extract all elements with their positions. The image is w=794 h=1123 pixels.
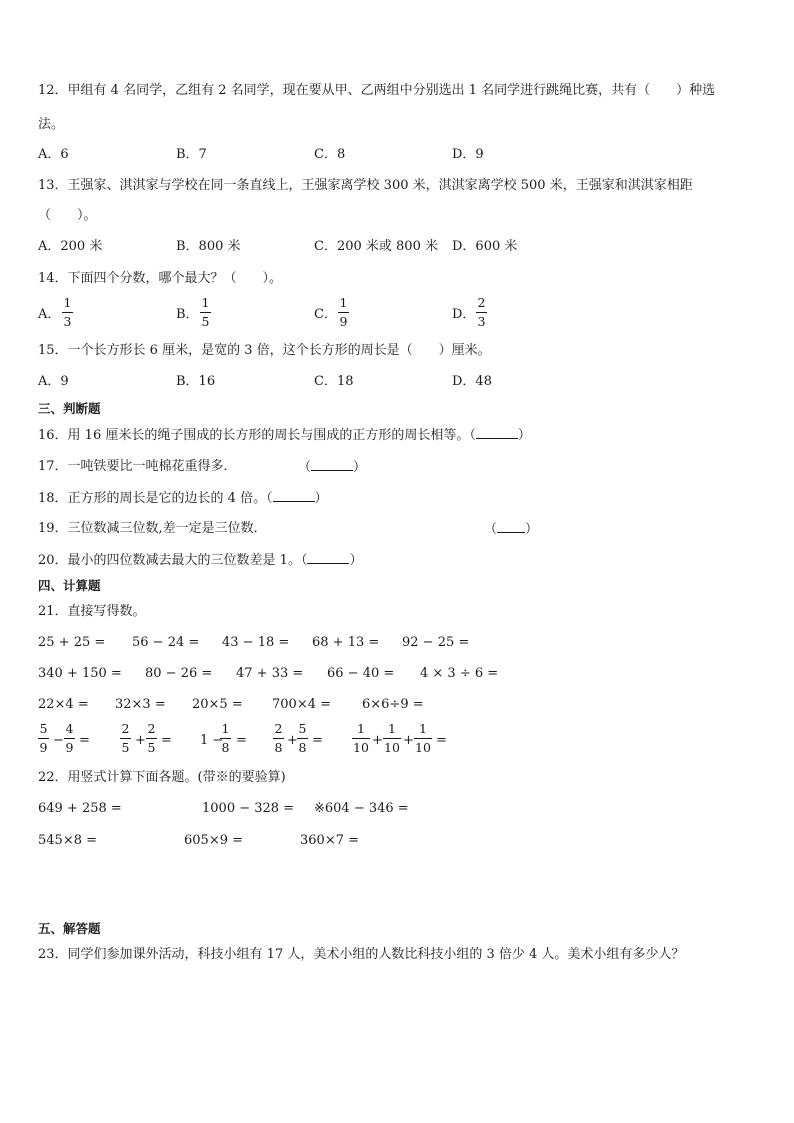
q23-text: 23．同学们参加课外活动，科技小组有 17 人，美术小组的人数比科技小组的 3 倍少 4 人。美术小组有多少人？: [38, 947, 685, 962]
answer-blank[interactable]: [311, 458, 353, 471]
denominator: 8: [221, 740, 230, 755]
q21-r4-f5-eq: =: [436, 733, 447, 748]
q22-r1-1: 649 + 258 =: [38, 801, 122, 816]
q16: [38, 426, 531, 445]
q21-r1-2: 56 − 24 =: [132, 635, 200, 650]
section-heading-answer: 五、解答题: [38, 921, 101, 936]
q21-r4-f2-eq: =: [161, 733, 172, 748]
q21-r4-f1-op: −: [53, 733, 64, 748]
q13-option-b: B．800 米: [176, 239, 241, 254]
q22-r1-3: ※604 − 346 =: [314, 801, 409, 816]
q21-r4-f3-frac: [220, 722, 231, 755]
numerator: 1: [221, 721, 230, 736]
paren-open: （: [266, 491, 273, 506]
q21-r3-5: 6×6÷9 =: [362, 697, 424, 712]
q12-line1: 12．甲组有 4 名同学，乙组有 2 名同学，现在要从甲、乙两组中分别选出 1 名同学进行跳绳比赛，共有（ ）种选: [38, 83, 716, 98]
paren-close: ）: [353, 460, 367, 475]
paren-open: （: [484, 522, 498, 537]
q21-r1-3: 43 − 18 =: [222, 635, 290, 650]
numerator: 2: [121, 721, 130, 736]
denominator: 5: [121, 740, 130, 755]
q19-answer: [484, 520, 538, 539]
numerator: 1: [357, 721, 365, 736]
q14-option-b-label: B．: [176, 307, 199, 322]
q21-r4-f4-frac2: [297, 722, 308, 755]
q13-option-c: C．200 米或 800 米: [314, 239, 438, 254]
q12-line2: 法。: [38, 117, 65, 132]
numerator: 2: [274, 721, 283, 736]
q21-r4-f1-eq: =: [79, 733, 90, 748]
q22-r2-2: 605×9 =: [184, 833, 244, 848]
q21-r4-f2-frac2: [146, 722, 157, 755]
denominator: 9: [65, 740, 74, 755]
answer-blank[interactable]: [307, 551, 349, 564]
numerator: 2: [477, 295, 486, 310]
section-heading-judge: 三、判断题: [38, 401, 101, 416]
numerator: 1: [201, 295, 210, 310]
q21-r3-2: 32×3 =: [115, 697, 166, 712]
q15-option-c: C．18: [314, 374, 354, 389]
q12-option-a: A．6: [38, 147, 69, 162]
q21-r4-f4-frac1: [273, 722, 284, 755]
q21-r3-3: 20×5 =: [192, 697, 243, 712]
denominator: 3: [63, 314, 72, 329]
denominator: 3: [477, 314, 486, 329]
q21-r4-f4-eq: =: [312, 733, 323, 748]
numerator: 5: [298, 721, 307, 736]
q14-option-d-label: D．: [452, 307, 476, 322]
q21-r4-f1-frac1: [38, 722, 49, 755]
numerator: 2: [147, 721, 156, 736]
q21-r2-4: 66 − 40 =: [327, 666, 395, 681]
q14-option-a-fraction: [62, 296, 73, 329]
numerator: 1: [339, 295, 348, 310]
q21-r4-f1-frac2: [64, 722, 75, 755]
q21-r4-f5-op2: +: [403, 733, 414, 748]
q21-r2-5: 4 × 3 ÷ 6 =: [420, 666, 499, 681]
section-heading-calc: 四、计算题: [38, 578, 101, 593]
q17-text: 17．一吨铁要比一吨棉花重得多．: [38, 459, 237, 474]
denominator: 10: [353, 740, 369, 755]
q21-r4-f5-op1: +: [372, 733, 383, 748]
q21-r4-f2-op: +: [135, 733, 146, 748]
q13-line2: （ ）。: [38, 208, 97, 223]
denominator: 9: [39, 740, 48, 755]
answer-blank[interactable]: [497, 520, 525, 533]
q14-text: 14．下面四个分数，哪个最大？（ ）。: [38, 271, 283, 286]
q15-text: 15．一个长方形长 6 厘米，是宽的 3 倍，这个长方形的周长是（ ）厘米。: [38, 343, 491, 358]
q12-option-b: B．7: [176, 147, 207, 162]
q22-r1-2: 1000 − 328 =: [202, 801, 295, 816]
q15-option-b: B．16: [176, 374, 216, 389]
q21-r2-2: 80 − 26 =: [145, 666, 213, 681]
numerator: 1: [388, 721, 396, 736]
q13-option-d: D．600 米: [452, 239, 518, 254]
q21-r1-4: 68 + 13 =: [312, 635, 380, 650]
q17-answer: [298, 458, 366, 477]
q21-r1-5: 92 − 25 =: [402, 635, 470, 650]
paren-close: ）: [349, 553, 363, 568]
q14-option-d-fraction: [476, 296, 487, 329]
paren-open: （: [469, 428, 476, 443]
q21-r2-1: 340 + 150 =: [38, 666, 122, 681]
q21-r4-f4-op: +: [287, 733, 298, 748]
denominator: 10: [384, 740, 400, 755]
denominator: 9: [339, 314, 348, 329]
q12-option-c: C．8: [314, 147, 346, 162]
q19-text: 19．三位数减三位数,差一定是三位数．: [38, 521, 267, 536]
denominator: 8: [298, 740, 307, 755]
q21-r3-4: 700×4 =: [272, 697, 332, 712]
paren-close: ）: [517, 428, 531, 443]
q21-r1-1: 25 + 25 =: [38, 635, 106, 650]
denominator: 10: [415, 740, 431, 755]
q21-r4-f5-frac3: [414, 722, 432, 755]
paren-open: （: [300, 553, 308, 568]
denominator: 5: [201, 314, 210, 329]
q21-r4-f5-frac1: [352, 722, 370, 755]
paren-open: （: [298, 460, 312, 475]
q14-option-b-fraction: [200, 296, 211, 329]
q14-option-c-label: C．: [314, 307, 337, 322]
q20-text: 20．最小的四位数减去最大的三位数差是 1。: [38, 553, 301, 568]
answer-blank[interactable]: [273, 489, 315, 502]
numerator: 1: [419, 721, 427, 736]
q22-title: 22．用竖式计算下面各题。(带※的要验算): [38, 770, 286, 785]
paren-close: ）: [525, 522, 539, 537]
q14-option-a-label: A．: [38, 307, 61, 322]
numerator: 4: [65, 721, 74, 736]
q22-r2-3: 360×7 =: [300, 833, 360, 848]
denominator: 8: [274, 740, 283, 755]
q18-text: 18．正方形的周长是它的边长的 4 倍。: [38, 491, 267, 506]
paren-close: ）: [314, 491, 328, 506]
q15-option-d: D．48: [452, 374, 492, 389]
q21-r4-f5-frac2: [383, 722, 401, 755]
q21-r4-f3-lead: 1 −: [200, 733, 224, 748]
q15-option-a: A．9: [38, 374, 69, 389]
numerator: 1: [63, 295, 72, 310]
q21-r4-f2-frac1: [120, 722, 131, 755]
q13-option-a: A．200 米: [38, 239, 103, 254]
answer-blank[interactable]: [476, 426, 518, 439]
q12-option-d: D．9: [452, 147, 484, 162]
q18: [38, 489, 328, 508]
q21-r4-f3-eq: =: [236, 733, 247, 748]
q16-text: 16．用 16 厘米长的绳子围成的长方形的周长与围成的正方形的周长相等。: [38, 428, 470, 443]
q21-r2-3: 47 + 33 =: [236, 666, 304, 681]
q21-title: 21．直接写得数。: [38, 604, 146, 619]
q13-line1: 13．王强家、淇淇家与学校在同一条直线上，王强家离学校 300 米，淇淇家离学校 500 米，王强家和淇淇家相距: [38, 178, 693, 193]
q20: [38, 551, 362, 570]
denominator: 5: [147, 740, 156, 755]
q22-r2-1: 545×8 =: [38, 833, 98, 848]
q14-option-c-fraction: [338, 296, 349, 329]
q21-r3-1: 22×4 =: [38, 697, 89, 712]
numerator: 5: [39, 721, 48, 736]
